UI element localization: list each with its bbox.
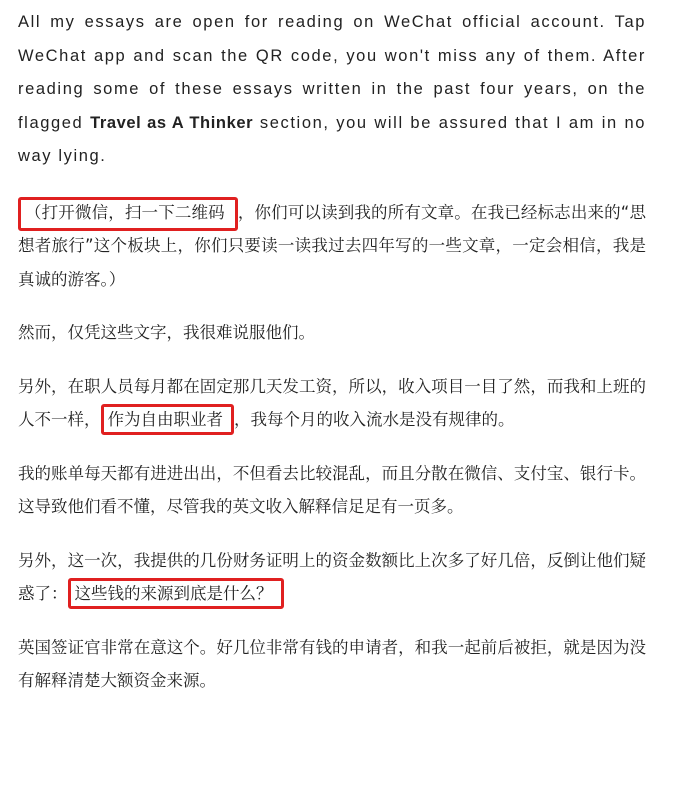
- salary-paragraph: [18, 370, 646, 437]
- article-body: [18, 6, 646, 698]
- highlight-box-money-source: 这些钱的来源到底是什么？: [68, 578, 284, 609]
- salary-paragraph-after: ，我每个月的收入流水是没有规律的。: [234, 410, 515, 429]
- highlight-box-freelancer: 作为自由职业者: [101, 404, 235, 435]
- visa-officer-paragraph: 英国签证官非常在意这个。好几位非常有钱的申请者，和我一起前后被拒，就是因为没有解释清楚大额资金来源。: [18, 637, 646, 690]
- section-name-bold: Travel as A Thinker: [90, 113, 254, 132]
- wechat-paragraph-rest: ，你们可以读到我的所有文章。在我已经标志出来的“思想者旅行”这个板块上，你们只要读一读我过去四年写的一些文章，一定会相信，我是真诚的游客。）: [18, 202, 646, 289]
- highlight-box-scan-qr: （打开微信，扫一下二维码: [18, 197, 238, 231]
- persuade-paragraph: 然而，仅凭这些文字，我很难说服他们。: [18, 323, 315, 342]
- funds-paragraph: [18, 544, 646, 611]
- intro-english-paragraph: [18, 6, 646, 174]
- intro-text-part2: section, you will be assured that I am in no way lying.: [18, 113, 647, 165]
- salary-paragraph-before: 另外，在职人员每月都在固定那几天发工资，所以，收入项目一目了然，而我和上班的人不一样，: [18, 376, 646, 429]
- wechat-paragraph: [18, 196, 646, 297]
- intro-text-part1: All my essays are open for reading on WeChat official account. Tap WeChat app and scan the QR code, you won't miss any of them. After reading some of these essays written in the past four years, on the flagged: [18, 13, 646, 132]
- bills-paragraph: 我的账单每天都有进进出出，不但看去比较混乱，而且分散在微信、支付宝、银行卡。这导致他们看不懂，尽管我的英文收入解释信足足有一页多。: [18, 463, 646, 516]
- funds-paragraph-before: 另外，这一次，我提供的几份财务证明上的资金数额比上次多了好几倍，反倒让他们疑惑了：: [18, 550, 646, 603]
